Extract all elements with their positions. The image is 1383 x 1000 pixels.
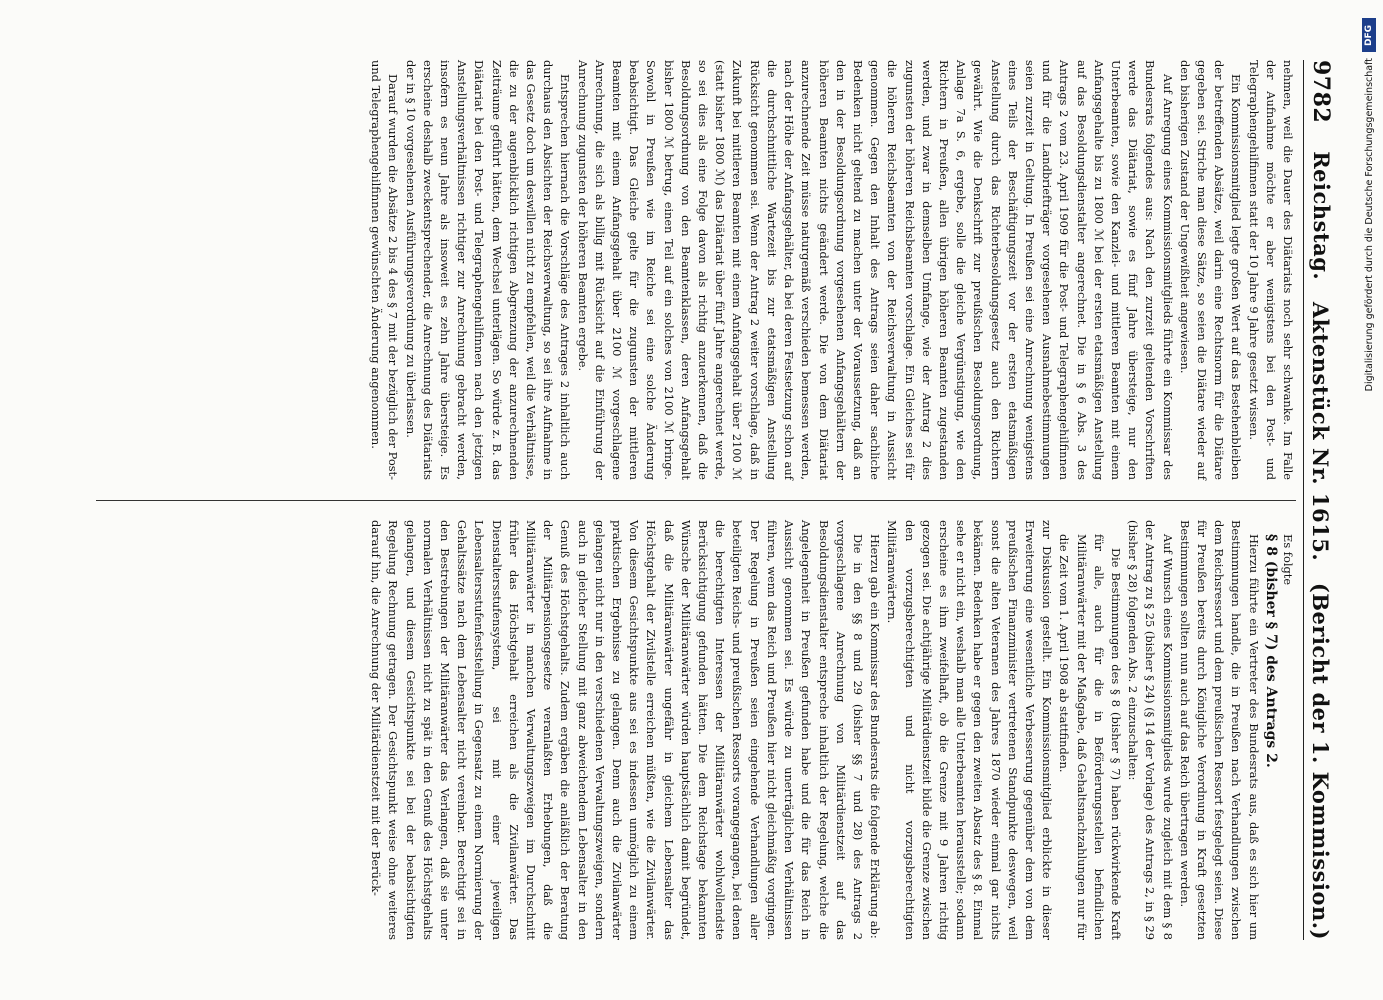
paragraph: Entsprechen hiernach die Vorschläge des Antrages 2 inhaltlich auch durchaus den Absichten der Reichsverwaltung, so sei ihre Aufnahme in das Gesetz doch um deswillen nicht zu empfehlen, weil die Verhältnisse, die zu der augenblicklich richtigen Abgrenzung der anzurechnenden Zeiträume geführt hätten, dem Wechsel unterlägen. So würde z. B. das Diätariat bei den Post- und Telegraphengehilfinnen nach den jetzigen Anstellungsverhältnissen richtiger zur Anrechnung gebracht werden, insofern es neun Jahre als insoweit es zehn Jahre übersteige. Es erscheine deshalb zweckentsprechender, die Anrechnung des Diätariats der in § 10 vorgesehenen Ausführungsverordnung zu überlassen. [403, 60, 573, 480]
paragraph: Die in den §§ 8 und 29 (bisher §§ 7 und 28) des Antrags 2 vorgeschlagene Anrechnung von Militärdienstzeit auf das Besoldungsdienstalter entspreche inhaltlich der Regelung, welche die Angelegenheit in Preußen gefunden habe und die für das Reich in Aussicht genommen sei. Es würde zu unerträglichen Verhältnissen führen, wenn das Reich und Preußen hier nicht gleichmäßig vorgingen. Der Regelung in Preußen seien eingehende Verhandlungen aller beteiligten Reichs- und preußischen Ressorts vorangegangen, bei denen die berechtigten Interessen der Militäranwärter wohlwollendste Berücksichtigung gefunden hätten. Die dem Reichstage bekannten Wünsche der Militäranwärter würden hauptsächlich damit begründet, daß die Militäranwärter ungefähr in gleichem Lebensalter das Höchstgehalt der Zivilstelle erreichen müßten, wie die Zivilanwärter. Von diesem Gesichtspunkte aus sei es indessen unmöglich zu einem praktischen Ergebnisse zu gelangen. Denn auch die Zivilanwärter gelangen nicht nur in den verschiedenen Verwaltungszweigen, sondern auch in gleicher Stellung mit ganz abweichendem Lebensalter in den Genuß des Höchstgehalts. Zudem ergäben die anläßlich der Beratung der Militärpensionsgesetze veranlaßten Erhebungen, daß die Militäranwärter in manchen Verwaltungszweigen im Durchschnitt früher das Höchstgehalt erreichen als die Zivilanwärter. Das Dienstaltersstufensystem, sei mit einer jeweiligen Lebensaltersstufenfeststellung in Gegensatz zu einem Normierung der Gehaltssätze nach dem Lebensalter nicht vereinbar. Berechtigt sei in den Bestrebungen der Militäranwärter das Verlangen, daß sie unter normalen Verhältnissen nicht zu spät in den Genuß des Höchstgehalts gelangen, und diesem Gesichtspunkte sei bei der beabsichtigten Regelung Rechnung getragen. Der Gesichtspunkt weise ohne weiteres darauf hin, die Anrechnung der Militärdienstzeit mit der Berück- [369, 520, 865, 940]
header-left-title: Reichstag. [1309, 151, 1334, 281]
quoted-paragraph: Die Bestimmungen des § 8 (bisher § 7) haben rückwirkende Kraft für alle, auch für die in Beförderungsstellen befindlichen Militäranwärter mit der Maßgabe, daß Gehaltsnachzahlungen nur für die Zeit vom 1. April 1908 ab stattfinden. [1057, 534, 1123, 940]
text-column-left [367, 60, 1296, 480]
digitization-credit-bar [1361, 18, 1377, 988]
paragraph: zur Diskussion gestellt. Ein Kommissionsmitglied erblickte in dieser Erweiterung eine wesentliche Verbesserung gegenüber dem von dem preußischen Finanzminister vertretenen Standpunkte deswegen, weil sonst die alten Veteranen des Jahres 1870 wieder einmal gar nichts bekämen. Bedenken habe er gegen den zweiten Absatz des § 8. Einmal sehe er nicht ein, weshalb man alle Unterbeamten herausstelle; sodann erscheine es ihm zweifelhaft, ob die Grenze mit 9 Jahren richtig gezogen sei. Die achtjährige Militärdienstzeit bilde die Grenze zwischen den vorzugsberechtigten und nicht vorzugsberechtigten Militäranwärtern. [885, 520, 1055, 940]
paragraph: Darauf wurden die Absätze 2 bis 4 des § 7 mit der bezüglich der Post- und Telegraphengehilfinnen gewünschten Änderung angenommen. [369, 60, 401, 480]
page-header [1303, 60, 1338, 940]
dfg-logo: DFG [1362, 18, 1376, 52]
section-heading: § 8 (bisher § 7) des Antrags 2. [1262, 534, 1279, 768]
header-center-title: Aktenstück Nr. 1615. [1308, 301, 1334, 562]
paragraph: Hierzu führte ein Vertreter des Bundesrats aus, daß es sich hier um Bestimmungen handle, die in Preußen nach Verhandlungen zwischen dem Reichsressort und dem preußischen Ressort festgelegt seien. Diese für Preußen bereits durch Königliche Verordnung in Kraft gesetzten Bestimmungen sollten nun auch auf das Reich übertragen werden. [1177, 520, 1261, 940]
digitization-credit: Digitalisierung gefördert durch die Deutsche Forschungsgemeinschaft [1363, 58, 1375, 392]
rotated-page-content [48, 60, 1338, 940]
page-number: 9782 [1308, 60, 1334, 124]
paragraph: Hierzu gab ein Kommissar des Bundesrats die folgende Erklärung ab: [868, 534, 883, 939]
paragraph: nehmen, weil die Dauer des Diätariats noch sehr schwanke. Im Falle der Aufnahme möchte er aber wenigstens bei den Post- und Telegraphengehilfinnen statt der 10 Jahre 9 Jahre gesetzt wissen. [1246, 60, 1295, 480]
text-column-right [367, 520, 1296, 940]
header-right-title: (Bericht der 1. Kommission.) [1308, 582, 1334, 940]
paragraph: Ein Kommissionsmitglied legte großen Wert auf das Bestehenbleiben der betreffenden Absätze, weil darin eine Rechtsnorm für die Diätare gegeben sei. Striche man diese Sätze, so seien die Diätare wieder auf den bisherigen Zustand der Ungewißheit angewiesen. [1177, 60, 1244, 480]
paragraph: Auf Wunsch eines Kommissionsmitglieds wurde zugleich mit dem § 8 der Antrag zu § 25 (bisher § 24) (§ 14 der Vorlage) des Antrags 2, in § 29 (bisher § 28) folgenden Abs. 2 einzuschalten: [1126, 520, 1175, 940]
column-divider [96, 500, 1296, 501]
paragraph: Auf Anregung eines Kommissionsmitglieds führte ein Kommissar des Bundesrats folgendes aus: Nach den zurzeit geltenden Vorschriften werde das Diätariat, sowie es fünf Jahre übersteige, nur den Unterbeamten, sowie den Kanzlei- und mittleren Beamten mit einem Anfangsgehalte bis zu 1800 ℳ bei der ersten etatsmäßigen Anstellung auf das Besoldungsdienstalter angerechnet. Die in § 6 Abs. 3 des Antrags 2 vom 23. April 1909 für die Post- und Telegraphengehilfinnen und für die Landbriefträger vorgesehenen Ausnahmebestimmungen seien zurzeit in Geltung. In Preußen sei eine Anrechnung wenigstens eines Teils der Beschäftigungszeit vor der ersten etatsmäßigen Anstellung durch das Richterbesoldungsgesetz auch den Richtern gewährt. Wie die Denkschrift zur preußischen Besoldungsordnung, Anlage 7a S. 6, ergebe, solle die gleiche Vergünstigung, wie den Richtern in Preußen, allen übrigen höheren Beamten zugestanden werden, und zwar in demselben Umfange, wie der Antrag 2 dies zugunsten der höheren Reichsbeamten vorschlage. Ein Gleiches sei für die höheren Reichsbeamten von der Reichsverwaltung in Aussicht genommen. Gegen den Inhalt des Antrags seien daher sachliche Bedenken nicht geltend zu machen unter der Voraussetzung, daß an den in der Besoldungsordnung vorgesehenen Anfangsgehältern der höheren Beamten nichts geändert werde. Die von dem Diätariat anzurechnende Zeit müsse naturgemäß verschieden bemessen werden, nach der Höhe der Anfangsgehälter, da bei deren Festsetzung schon auf die durchschnittliche Wartezeit bis zur etatsmäßigen Anstellung Rücksicht genommen sei. Wenn der Antrag 2 weiter vorschlage, daß in Zukunft bei mittleren Beamten mit einem Anfangsgehalt über 2100 ℳ (statt bisher 1800 ℳ) das Diätariat über fünf Jahre angerechnet werde, so sei dies als eine Folge davon als richtig anzuerkennen, daß die Besoldungsordnung von den Beamtenklassen, deren Anfangsgehalt bisher 1800 ℳ betrug, einen Teil auf ein solches von 2100 ℳ bringe. Sowohl in Preußen wie im Reiche sei eine solche Änderung beabsichtigt. Das Gleiche gelte für die zugunsten der mittleren Beamten mit einem Anfangsgehalt über 2100 ℳ vorgeschlagene Anrechnung, die sich als billig mit Rücksicht auf die Einführung der Anrechnung zugunsten der höheren Beamten ergebe. [575, 60, 1175, 480]
paragraph: Es folgte [1281, 534, 1295, 586]
